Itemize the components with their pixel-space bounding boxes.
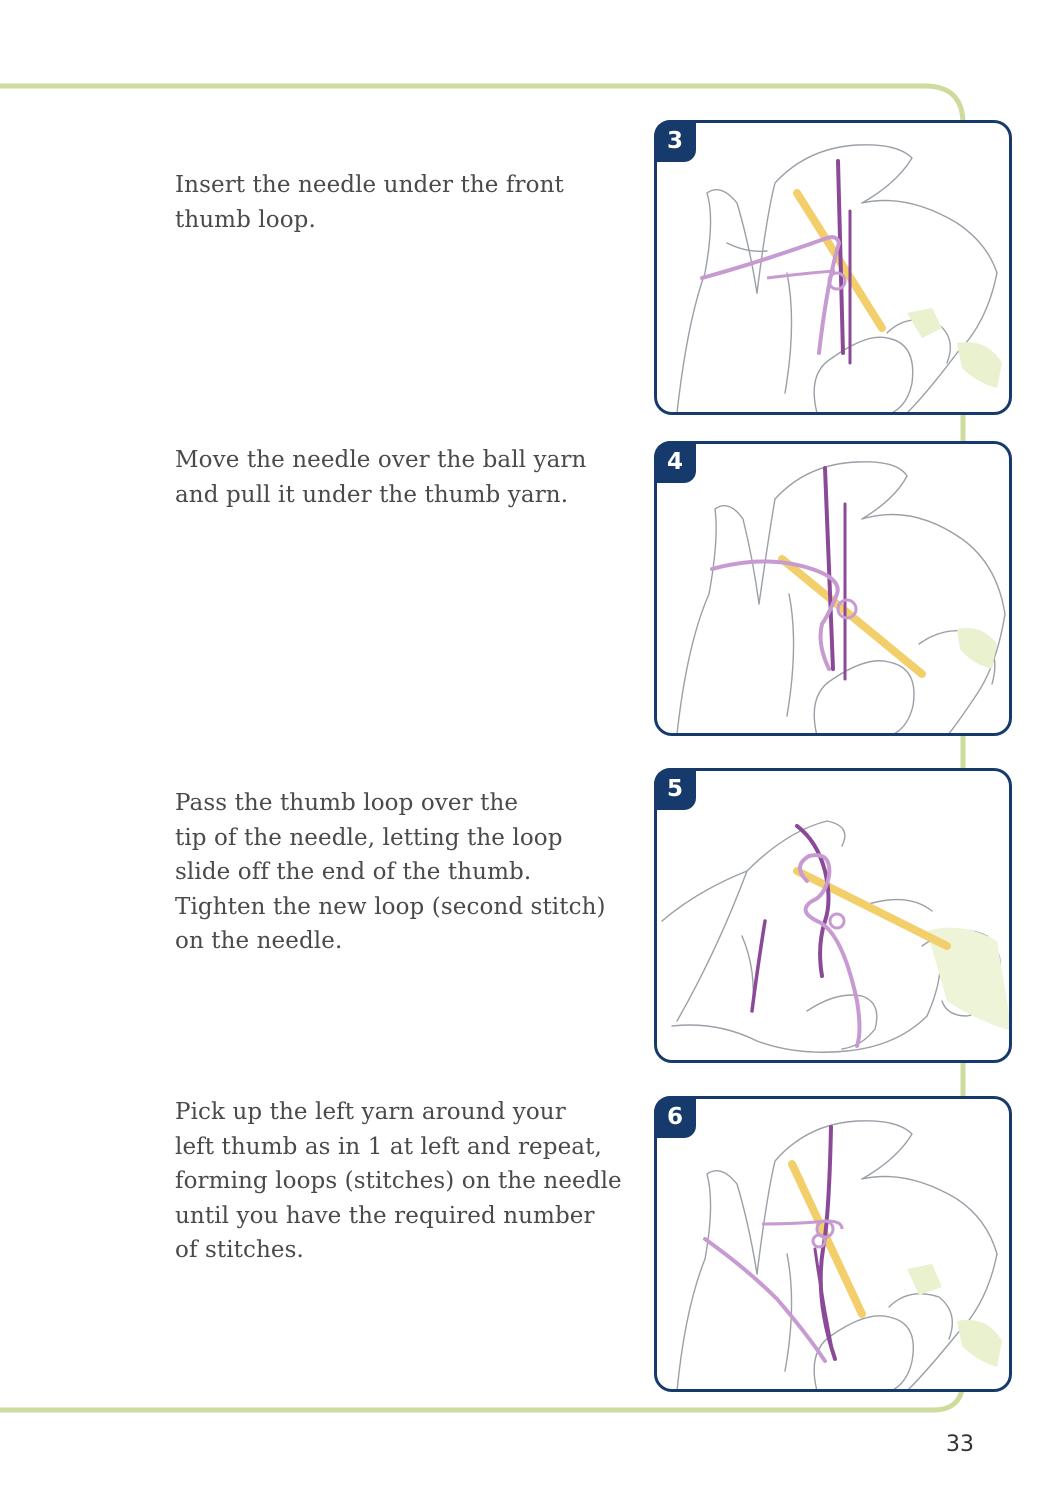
hand-holding-needle-icon xyxy=(657,771,1012,1063)
hand-holding-needle-icon xyxy=(657,1099,1012,1392)
page-number: 33 xyxy=(946,1432,974,1457)
step-5-text: Pass the thumb loop over the tip of the needle, letting the loop slide off the end of the thumb. Tighten the new loop (second stitch) on the needle. xyxy=(175,790,606,954)
hand-holding-needle-icon xyxy=(657,444,1012,736)
step-3-text: Insert the needle under the front thumb loop. xyxy=(175,172,564,233)
step-6-text: Pick up the left yarn around your left thumb as in 1 at left and repeat, forming loops (stitches) on the needle until you have the required number of stitches. xyxy=(175,1099,622,1263)
step-6-illustration xyxy=(654,1096,1012,1392)
step-5-illustration xyxy=(654,768,1012,1063)
step-6-number-badge: 6 xyxy=(654,1096,696,1138)
hand-holding-needle-icon xyxy=(657,123,1012,415)
step-3-illustration xyxy=(654,120,1012,415)
step-4-number-badge: 4 xyxy=(654,441,696,483)
step-5-number-badge: 5 xyxy=(654,768,696,810)
step-4-illustration xyxy=(654,441,1012,736)
step-3-number-badge: 3 xyxy=(654,120,696,162)
step-4-text: Move the needle over the ball yarn and pull it under the thumb yarn. xyxy=(175,447,587,508)
